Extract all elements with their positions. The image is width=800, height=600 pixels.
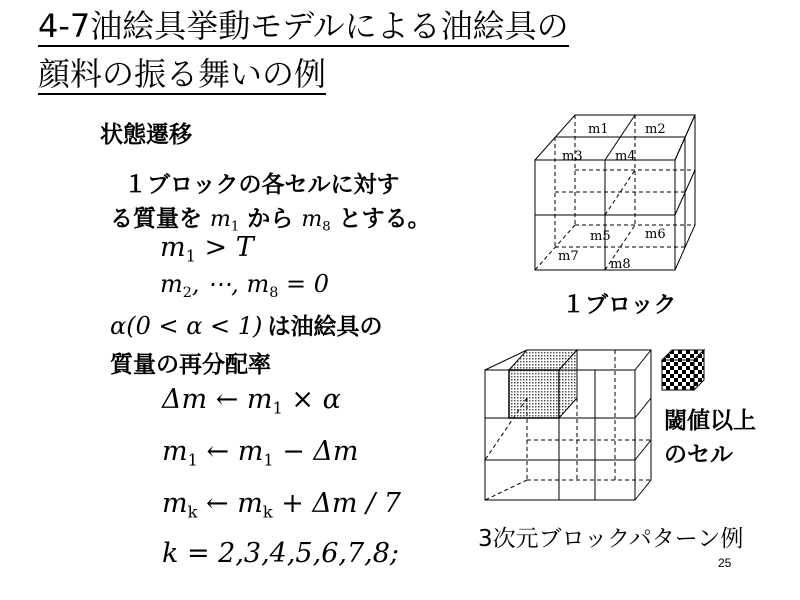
legend-label-line-1: 閾値以上 bbox=[664, 408, 756, 434]
cell-label-m3: m3 bbox=[562, 149, 583, 164]
description-line-2: る質量を $m_1$ から $m_8$ とする。 bbox=[110, 206, 431, 235]
equation-delta-m: Δm ← $m_1 \times \alpha$ bbox=[162, 384, 341, 418]
equation-m1-greater-T: $m_1 > T$ bbox=[160, 232, 254, 266]
cell-label-m7: m7 bbox=[558, 249, 579, 264]
title-line-1 bbox=[38, 6, 569, 46]
redistribution-label: 質量の再分配率 bbox=[110, 352, 271, 378]
page-number: 25 bbox=[718, 556, 732, 570]
block-pattern-cube-diagram bbox=[475, 340, 655, 515]
highlighted-front-face bbox=[509, 370, 559, 418]
equation-k-range: k = 2,3,4,5,6,7,8; bbox=[162, 538, 399, 569]
cell-label-m5: m5 bbox=[590, 229, 611, 244]
threshold-cell-legend-icon bbox=[658, 346, 708, 392]
state-transition-heading: 状態遷移 bbox=[100, 122, 192, 148]
title-text-1: 4-7油絵具挙動モデルによる油絵具の bbox=[38, 7, 569, 45]
description-line-1: １ブロックの各セルに対す bbox=[124, 172, 400, 198]
one-block-cube-diagram bbox=[520, 100, 700, 280]
equation-m1-update: $m_1$ ← $m_1 - \Delta m$ bbox=[162, 436, 359, 470]
cell-label-m1: m1 bbox=[588, 122, 609, 137]
title-line-2 bbox=[38, 54, 326, 94]
one-block-caption: １ブロック bbox=[562, 292, 677, 318]
equation-mk-update: $m_k$ ← $m_k + \Delta m / 7$ bbox=[162, 488, 401, 522]
cell-label-m2: m2 bbox=[645, 122, 666, 137]
title-text-2: 顔料の振る舞いの例 bbox=[38, 55, 327, 93]
cell-label-m6: m6 bbox=[645, 227, 666, 242]
equation-m2-to-m8-zero: $m_2$, ⋯, $m_8 = 0$ bbox=[160, 270, 329, 302]
cell-label-m8: m8 bbox=[610, 257, 631, 272]
block-pattern-caption: 3次元ブロックパターン例 bbox=[478, 526, 744, 552]
alpha-definition: α(0 < α < 1) は油絵具の bbox=[110, 312, 383, 340]
cell-label-m4: m4 bbox=[615, 149, 636, 164]
legend-label-line-2: のセル bbox=[664, 442, 733, 468]
